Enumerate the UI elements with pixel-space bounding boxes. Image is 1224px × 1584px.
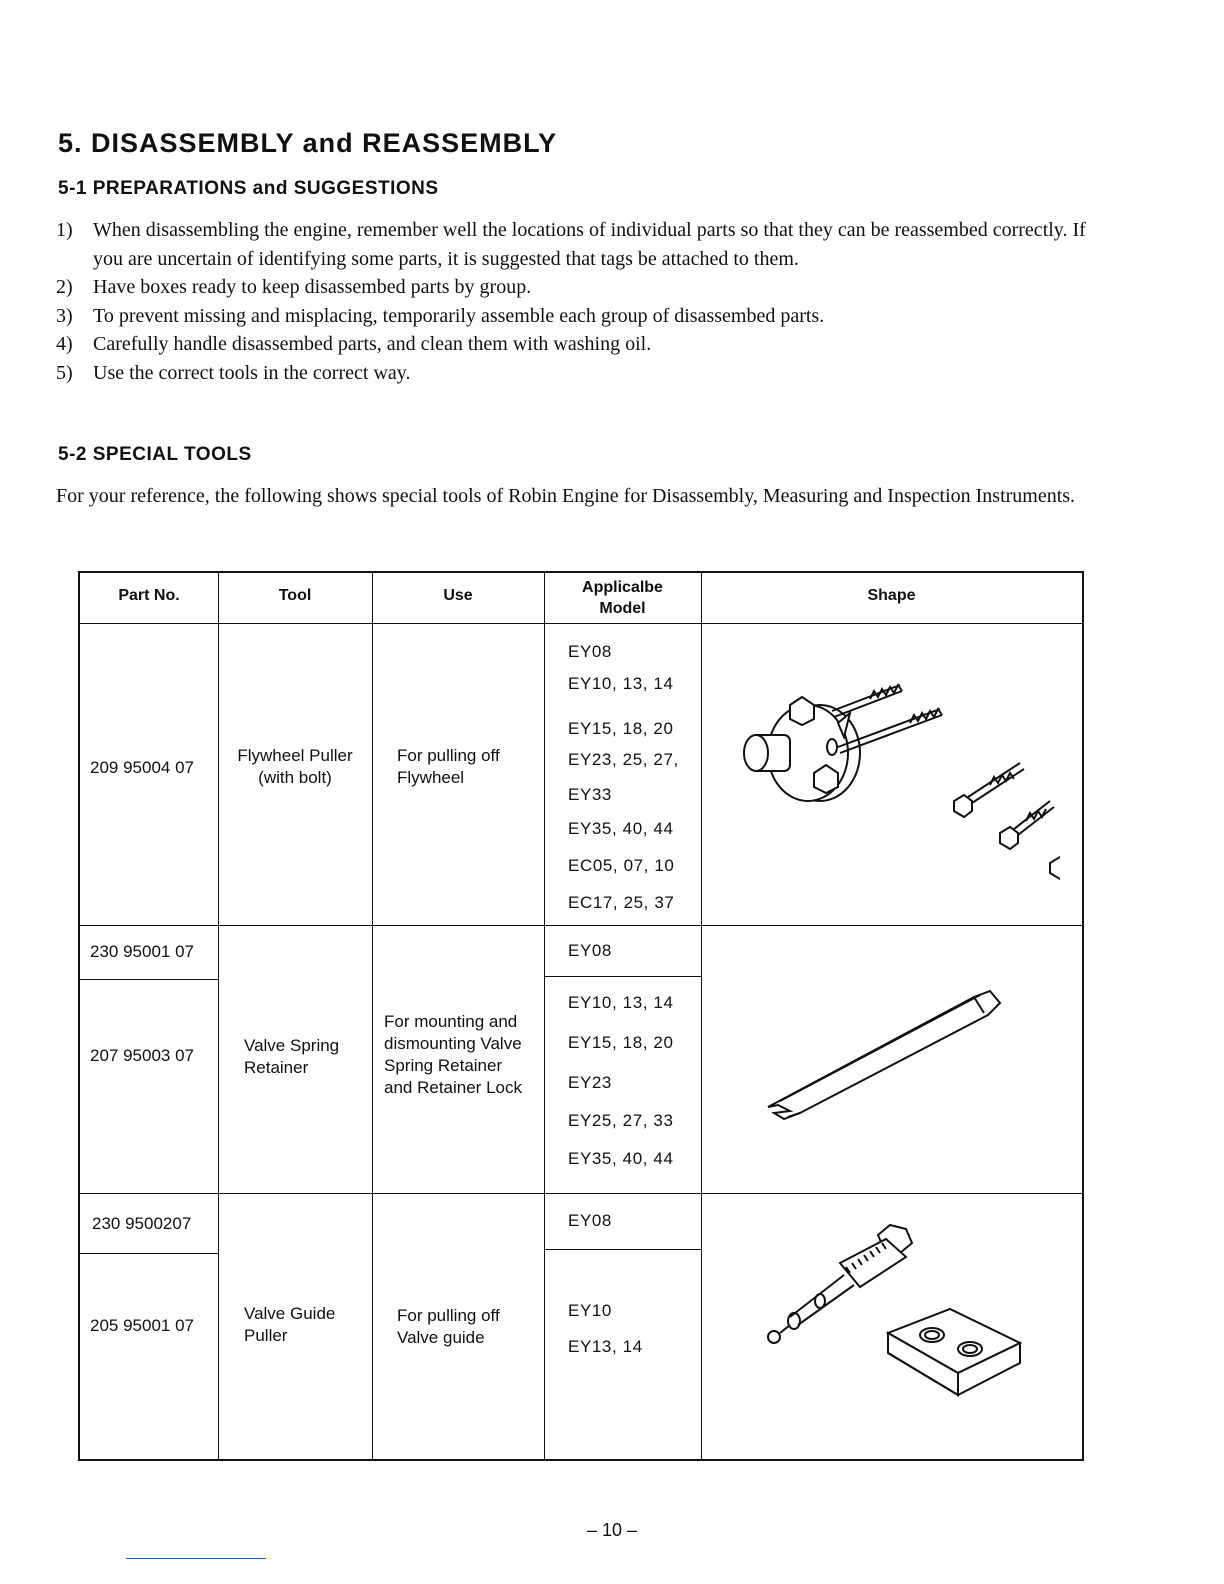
list-text: When disassembling the engine, remember well the locations of individual parts so that they can be reassembed correctly. If you are uncertain of identifying some parts, it is suggested that tags be attached to them. xyxy=(93,219,1086,270)
use-line: Valve guide xyxy=(397,1328,485,1347)
column-divider xyxy=(544,573,545,1459)
tool-line: Valve Guide xyxy=(244,1304,336,1323)
list-text: To prevent missing and misplacing, temporarily assemble each group of disassembed parts. xyxy=(93,304,825,327)
preparations-list xyxy=(56,216,1110,387)
use-line: For pulling off xyxy=(397,1306,500,1325)
use-line: and Retainer Lock xyxy=(384,1078,522,1097)
use-line: dismounting Valve xyxy=(384,1034,522,1053)
use-cell xyxy=(384,1011,522,1099)
use-line: For mounting and xyxy=(384,1012,518,1031)
list-number: 1) xyxy=(56,219,73,241)
header-divider xyxy=(80,623,1082,624)
part-no-cell: 230 9500207 xyxy=(92,1214,192,1233)
part-no-cell: 205 95001 07 xyxy=(90,1316,194,1335)
list-item xyxy=(56,273,1110,302)
list-item xyxy=(56,359,1110,388)
model-cell: EY08 xyxy=(568,941,612,960)
model-cell: EY15, 18, 20 xyxy=(568,1033,674,1052)
tool-cell xyxy=(244,1303,335,1347)
header-shape: Shape xyxy=(867,587,916,604)
subsection-title-special-tools: 5-2 SPECIAL TOOLS xyxy=(58,444,252,465)
valve-spring-retainer-drawing xyxy=(760,983,1020,1133)
list-number: 3) xyxy=(56,304,73,327)
header-use: Use xyxy=(443,587,473,604)
tool-line: Valve Spring xyxy=(244,1036,340,1055)
model-cell: EY10, 13, 14 xyxy=(568,674,674,693)
list-text: Use the correct tools in the correct way. xyxy=(93,361,411,384)
tool-cell xyxy=(218,745,372,789)
sub-row-divider xyxy=(544,1249,701,1250)
part-no-cell: 209 95004 07 xyxy=(90,758,194,777)
sub-row-divider xyxy=(544,976,701,977)
use-line: Flywheel xyxy=(397,768,465,787)
column-divider xyxy=(218,573,219,1459)
column-divider xyxy=(372,573,373,1459)
column-divider xyxy=(701,573,702,1459)
footer-line xyxy=(126,1558,266,1559)
special-tools-intro: For your reference, the following shows special tools of Robin Engine for Disassembly, Measuring and Inspection Instruments. xyxy=(56,485,1076,507)
list-text: Carefully handle disassembed parts, and clean them with washing oil. xyxy=(93,333,652,355)
model-cell: EC17, 25, 37 xyxy=(568,893,675,912)
list-text: Have boxes ready to keep disassembed parts by group. xyxy=(93,276,532,298)
part-no-cell: 230 95001 07 xyxy=(90,942,194,961)
tool-cell xyxy=(244,1035,339,1079)
section-title: 5. DISASSEMBLY and REASSEMBLY xyxy=(58,128,558,158)
subsection-title-preparations: 5-1 PREPARATIONS and SUGGESTIONS xyxy=(58,178,439,199)
row-divider xyxy=(80,925,1082,926)
model-cell: EC05, 07, 10 xyxy=(568,856,675,875)
model-cell: EY08 xyxy=(568,642,612,661)
model-cell: EY23 xyxy=(568,1073,612,1092)
list-number: 5) xyxy=(56,361,73,384)
header-tool: Tool xyxy=(278,587,312,604)
model-cell: EY23, 25, 27, xyxy=(568,750,679,769)
header-model xyxy=(544,577,701,619)
tool-line: Puller xyxy=(244,1326,288,1345)
model-cell: EY35, 40, 44 xyxy=(568,819,674,838)
special-tools-table xyxy=(78,571,1084,1461)
list-item xyxy=(56,302,1110,331)
part-no-cell: 207 95003 07 xyxy=(90,1046,194,1065)
sub-row-divider xyxy=(80,1253,218,1254)
model-cell: EY33 xyxy=(568,785,612,804)
header-model-line1: Applicalbe xyxy=(582,579,663,596)
row-divider xyxy=(80,1193,1082,1194)
list-item xyxy=(56,330,1110,359)
model-cell: EY13, 14 xyxy=(568,1337,643,1356)
model-cell: EY15, 18, 20 xyxy=(568,719,674,738)
model-cell: EY10 xyxy=(568,1301,612,1320)
model-cell: EY25, 27, 33 xyxy=(568,1111,674,1130)
sub-row-divider xyxy=(80,979,218,980)
flywheel-puller-drawing xyxy=(720,663,1060,923)
header-model-line2: Model xyxy=(599,600,646,617)
list-item xyxy=(56,216,1110,273)
model-cell: EY35, 40, 44 xyxy=(568,1149,674,1168)
use-line: For pulling off xyxy=(397,746,500,765)
use-cell xyxy=(397,1305,500,1349)
use-line: Spring Retainer xyxy=(384,1056,503,1075)
valve-guide-puller-drawing xyxy=(760,1213,1050,1433)
tool-line: Retainer xyxy=(244,1058,309,1077)
page-number: – 10 – xyxy=(586,1520,638,1540)
model-cell: EY08 xyxy=(568,1211,612,1230)
tool-line: Flywheel Puller xyxy=(237,746,353,765)
header-part-no: Part No. xyxy=(118,587,180,604)
list-number: 4) xyxy=(56,333,73,355)
model-cell: EY10, 13, 14 xyxy=(568,993,674,1012)
list-number: 2) xyxy=(56,276,73,298)
use-cell xyxy=(397,745,500,789)
tool-line: (with bolt) xyxy=(258,768,332,787)
